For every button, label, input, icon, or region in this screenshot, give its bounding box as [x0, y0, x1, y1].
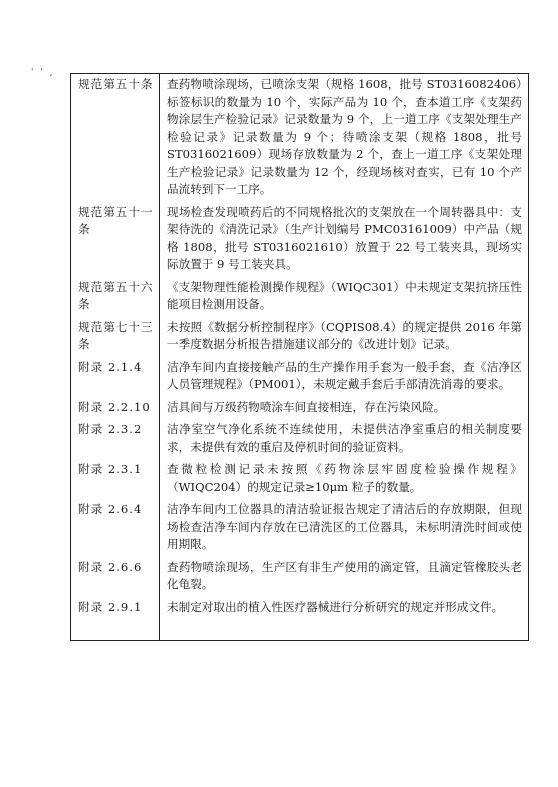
clause-cell: 规范第七十三条 [71, 317, 160, 357]
finding-cell: 查药物喷涂现场，已喷涂支架（规格 1608，批号 ST0316082406）标签标识的数量为 10 个，实际产品为 10 个，查本道工序《支架药物涂层生产检验记录》记录数量为 9 个，上一道工序《支架处理生产检验记录》记录数量为 9 个；待喷涂支架（规格 1808，批号 ST0316021609）现场存放数量为 2 个，查上一道工序《支架处理生产检验记录》记录数量为 12 个，经现场核对查实，已有 10 个产品流转到下一工序。 [160, 74, 529, 202]
finding-cell: 查药物喷涂现场，生产区有非生产使用的滴定管，且滴定管橡胶头老化龟裂。 [160, 557, 529, 597]
table-blank-row [71, 619, 529, 641]
clause-cell: 附录 2.2.10 [71, 397, 160, 420]
table-row [71, 357, 529, 397]
table-row [71, 557, 529, 597]
table-row [71, 397, 529, 420]
finding-cell: 《支架物理性能检测操作规程》（WIQC301）中未规定支架抗挤压性能项目检测用设备。 [160, 277, 529, 317]
finding-cell: 未按照《数据分析控制程序》（CQPIS08.4）的规定提供 2016 年第一季度数据分析报告措施建议部分的《改进计划》记录。 [160, 317, 529, 357]
table-row [71, 419, 529, 459]
finding-cell: 洁净车间内直接接触产品的生产操作用手套为一般手套，查《洁净区人员管理规程》（PM001），未规定戴手套后手部清洗消毒的要求。 [160, 357, 529, 397]
page-corner-mark: ' ' , [31, 68, 55, 78]
finding-cell: 洁具间与万级药物喷涂车间直接相连，存在污染风险。 [160, 397, 529, 420]
table-row [71, 277, 529, 317]
table-row [71, 499, 529, 557]
finding-cell: 洁净车间内工位器具的清洁验证报告规定了清洁后的存放期限，但现场检查洁净车间内存放在已清洗区的工位器具，未标明清洗时间或使用期限。 [160, 499, 529, 557]
clause-cell: 附录 2.6.6 [71, 557, 160, 597]
table-row [71, 459, 529, 499]
clause-cell: 规范第五十一条 [71, 202, 160, 277]
finding-cell: 未制定对取出的植入性医疗器械进行分析研究的规定并形成文件。 [160, 597, 529, 620]
clause-cell: 规范第五十条 [71, 74, 160, 202]
clause-cell: 附录 2.9.1 [71, 597, 160, 620]
empty-cell [160, 619, 529, 641]
finding-cell: 查微粒检测记录未按照《药物涂层牢固度检验操作规程》（WIQC204）的规定记录≥10μm 粒子的数量。 [160, 459, 529, 499]
empty-cell [71, 619, 160, 641]
finding-cell: 现场检查发现喷药后的不同规格批次的支架放在一个周转器具中：支架待洗的《清洗记录》（生产计划编号 PMC03161009）中产品（规格 1808，批号 ST0316021610）放置于 22 号工装夹具，现场实际放置于 9 号工装夹具。 [160, 202, 529, 277]
table-row [71, 317, 529, 357]
clause-cell: 规范第五十六条 [71, 277, 160, 317]
clause-cell: 附录 2.6.4 [71, 499, 160, 557]
clause-cell: 附录 2.1.4 [71, 357, 160, 397]
table-row [71, 74, 529, 202]
table-row [71, 597, 529, 620]
clause-cell: 附录 2.3.2 [71, 419, 160, 459]
clause-cell: 附录 2.3.1 [71, 459, 160, 499]
table-row [71, 202, 529, 277]
inspection-findings-table [70, 73, 529, 641]
finding-cell: 洁净室空气净化系统不连续使用，未提供洁净室重启的相关制度要求，未提供有效的重启及停机时间的验证资料。 [160, 419, 529, 459]
